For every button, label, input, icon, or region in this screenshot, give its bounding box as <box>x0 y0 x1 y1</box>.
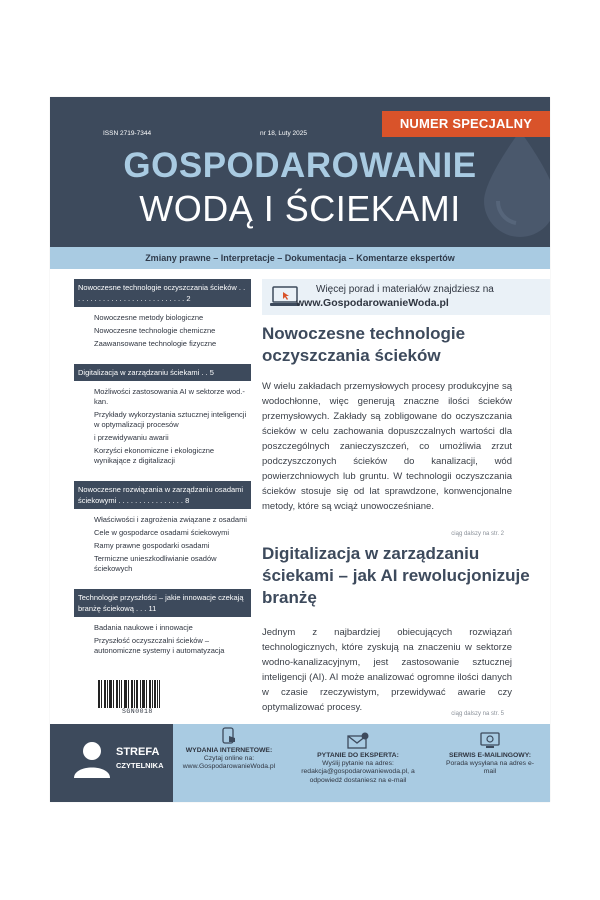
toc-item[interactable]: Termiczne unieszkodliwianie osadów ściekowych <box>94 554 217 573</box>
article-2-continued[interactable]: ciąg dalszy na str. 5 <box>451 711 504 717</box>
toc-section-heading[interactable]: Nowoczesne rozwiązania w zarządzaniu osadami ściekowymi . . . . . . . . . . . . . . . . 8 <box>74 481 251 509</box>
person-icon <box>72 740 112 778</box>
toc-item[interactable]: Nowoczesne metody biologiczne <box>94 313 204 322</box>
table-of-contents <box>74 279 251 671</box>
title-line-1: GOSPODAROWANIE <box>123 146 477 185</box>
toc-section-heading[interactable]: Nowoczesne technologie oczyszczania ścieków . . . . . . . . . . . . . . . . . . . . . . . . . . . . 2 <box>74 279 251 307</box>
ask-expert-text: Wyślij pytanie na adres: redakcja@gospodarowaniewoda.pl, a odpowiedź dostaniesz na e-mail <box>301 760 415 784</box>
reader-zone-subtitle: CZYTELNIKA <box>116 761 164 770</box>
toc-item[interactable]: Cele w gospodarce osadami ściekowymi <box>94 528 230 537</box>
toc-section-heading[interactable]: Technologie przyszłości – jakie innowacje czekają branżę ściekową . . . 11 <box>74 589 251 617</box>
toc-item[interactable]: Zaawansowane technologie fizyczne <box>94 339 217 348</box>
toc-section <box>74 481 251 574</box>
online-editions-block[interactable] <box>174 724 284 772</box>
toc-section <box>74 279 251 349</box>
barcode <box>98 680 160 708</box>
title-line-2: WODĄ I ŚCIEKAMI <box>139 188 461 229</box>
envelope-icon <box>347 732 369 750</box>
issn-label: ISSN 2719-7344 <box>103 130 152 137</box>
toc-item[interactable]: Właściwości i zagrożenia związane z osadami <box>94 515 247 524</box>
toc-section <box>74 364 251 466</box>
reader-zone-block <box>50 724 173 802</box>
article-2-title[interactable]: Digitalizacja w zarządzaniu ściekami – jak AI rewolucjonizuje branżę <box>262 544 530 607</box>
tablet-touch-icon <box>221 727 237 745</box>
monitor-at-icon <box>480 732 500 750</box>
barcode-number: SGN0018 <box>122 708 153 715</box>
reader-zone-title: STREFA <box>116 746 160 758</box>
online-editions-title: WYDANIA INTERNETOWE: <box>185 747 273 754</box>
emailing-service-text: Porada wysyłana na adres e-mail <box>445 760 535 776</box>
promo-url[interactable]: www.GospodarowanieWoda.pl <box>296 297 449 309</box>
toc-item[interactable]: Możliwości zastosowania AI w sektorze wod.-kan. <box>94 387 245 406</box>
toc-item[interactable]: Ramy prawne gospodarki osadami <box>94 541 210 550</box>
toc-item[interactable]: i przewidywaniu awarii <box>94 433 169 442</box>
article-1-continued[interactable]: ciąg dalszy na str. 2 <box>451 531 504 537</box>
article-2-body: Jednym z najbardziej obiecujących rozwiązań technologicznych, które zyskują na znaczeniu w sektorze wodno-kanalizacyjnym, jest zastosowanie sztucznej inteligencji (AI). AI może analizować ogromne ilości danych w czasie rzeczywistym, przewidywać awarie czy optymalizować procesy. <box>262 627 512 713</box>
toc-section-heading[interactable]: Digitalizacja w zarządzaniu ściekami . . 5 <box>74 364 251 381</box>
toc-item[interactable]: Korzyści ekonomiczne i ekologiczne wynikające z digitalizacji <box>94 446 215 465</box>
header-band <box>50 97 550 247</box>
toc-item[interactable]: Przyszłość oczyszczalni ścieków – autonomiczne systemy i automatyzacja <box>94 636 225 655</box>
toc-item[interactable]: Badania naukowe i innowacje <box>94 623 193 632</box>
subtitle-bar: Zmiany prawne – Interpretacje – Dokumentacja – Komentarze ekspertów <box>50 247 550 269</box>
toc-item[interactable]: Nowoczesne technologie chemiczne <box>94 326 216 335</box>
promo-text: Więcej porad i materiałów znajdziesz na <box>316 284 494 295</box>
reader-zone-footer <box>50 724 550 802</box>
emailing-service-block[interactable] <box>440 724 540 777</box>
emailing-service-title: SERWIS E-MAILINGOWY: <box>448 752 532 759</box>
article-1-body: W wielu zakładach przemysłowych procesy produkcyjne są wodochłonne, więc generują znaczne ilości ścieków przemysłowych. Zakłady są zobligowane do oczyszczania ścieków w celu zachowania dopuszczalnych wartości dla poszczególnych zanieczyszczeń, co umożliwia zrzut podczyszczonych ścieków do kanalizacji, wód powierzchniowych lub gruntu. W technologii oczyszczania ścieków stosuje się od lat sprawdzone, konwencjonalne metody, które są wciąż unowocześniane. <box>262 381 512 512</box>
ask-expert-block[interactable] <box>296 724 420 785</box>
toc-section <box>74 589 251 656</box>
toc-item[interactable]: Przykłady wykorzystania sztucznej inteligencji w optymalizacji procesów <box>94 410 247 429</box>
article-1-title[interactable]: Nowoczesne technologie oczyszczania ścieków <box>262 324 466 365</box>
cover-page <box>50 97 550 802</box>
website-promo[interactable] <box>262 279 550 315</box>
online-editions-text: Czytaj online na: www.GospodarowanieWoda.pl <box>182 755 276 771</box>
special-issue-badge: NUMER SPECJALNY <box>382 111 550 137</box>
ask-expert-title: PYTANIE DO EKSPERTA: <box>317 752 399 759</box>
issue-label: nr 18, Luty 2025 <box>260 130 307 137</box>
